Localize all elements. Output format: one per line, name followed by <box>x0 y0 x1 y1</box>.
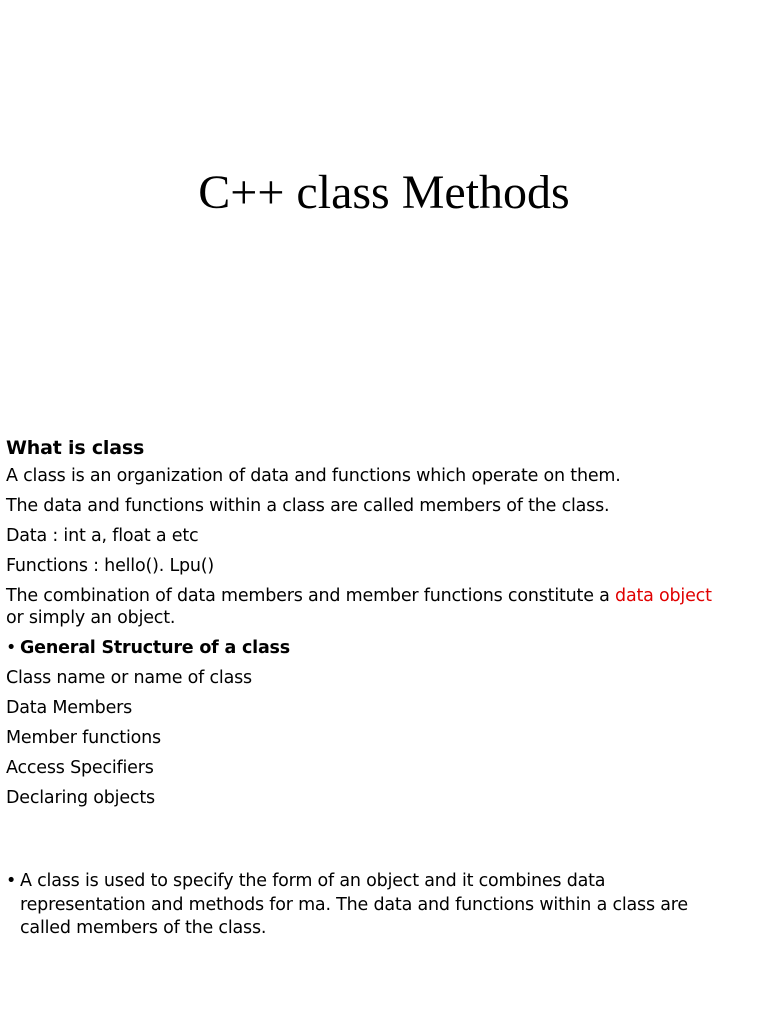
combination-text: The combination of data members and member functions constitute a <box>6 586 616 606</box>
structure-bullet <box>6 637 746 659</box>
text-line: Data : int a, float a etc <box>6 526 199 546</box>
final-bullet-text: A class is used to specify the form of an object and it combines data representation and methods for ma. The data and functions within a class are called members of the class. <box>20 871 688 938</box>
list-item: Class name or name of class <box>6 668 252 688</box>
list-item: Member functions <box>6 728 161 748</box>
structure-heading: General Structure of a class <box>20 638 290 658</box>
final-bullet <box>6 870 706 949</box>
data-object-highlight: data object <box>615 586 712 606</box>
slide-title: C++ class Methods <box>198 166 570 219</box>
bullet-icon: • <box>6 871 17 891</box>
final-bullet-row <box>6 870 706 941</box>
combination-text-end: or simply an object. <box>6 608 176 628</box>
combination-paragraph <box>6 585 746 629</box>
bullet-icon: • <box>6 638 17 658</box>
text-line: A class is an organization of data and functions which operate on them. <box>6 466 621 486</box>
list-item: Declaring objects <box>6 788 155 808</box>
text-line: The data and functions within a class are called members of the class. <box>6 496 610 516</box>
section-heading: What is class <box>6 437 145 459</box>
list-item: Data Members <box>6 698 133 718</box>
content-block <box>6 435 746 817</box>
text-line: Functions : hello(). Lpu() <box>6 556 215 576</box>
list-item: Access Specifiers <box>6 758 154 778</box>
